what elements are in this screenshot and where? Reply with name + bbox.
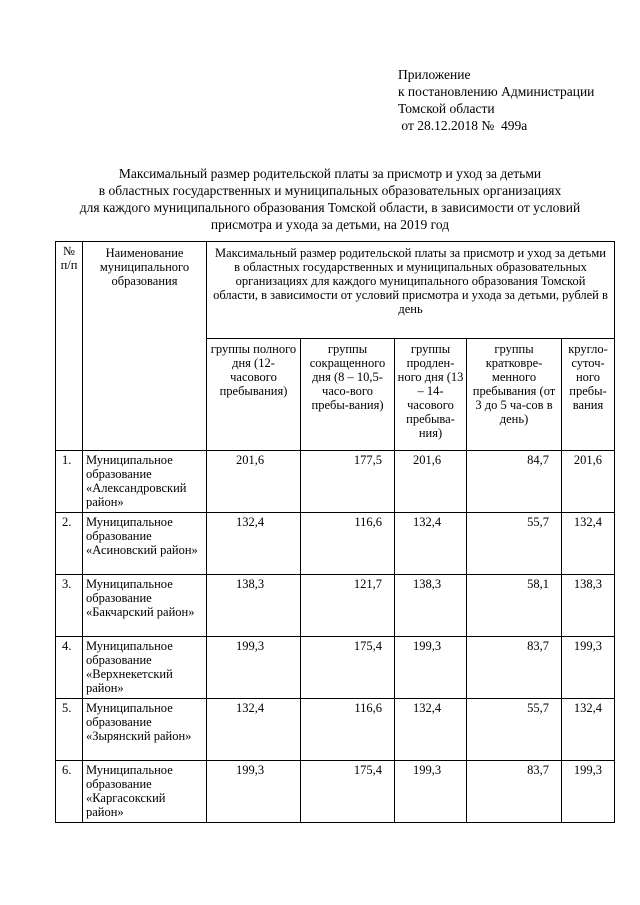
row-value: 83,7 bbox=[467, 761, 562, 823]
row-value: 138,3 bbox=[562, 575, 615, 637]
subheader-full-day: группы полного дня (12-часового пребывания) bbox=[207, 339, 301, 451]
title-line: в областных государственных и муниципальных образовательных организациях bbox=[98, 183, 562, 198]
row-value: 177,5 bbox=[301, 451, 395, 513]
header-main: Максимальный размер родительской платы за присмотр и уход за детьми в областных государственных и муниципальных образовательных организациях для каждого муниципального образования Томской области, в зависимости от условий присмотра и ухода за детьми, рублей в день bbox=[207, 242, 615, 339]
row-num: 2. bbox=[56, 513, 83, 575]
table-row bbox=[56, 513, 615, 575]
row-value: 132,4 bbox=[562, 699, 615, 761]
row-value: 201,6 bbox=[207, 451, 301, 513]
subheader-extended-day: группы продлен-ного дня (13 – 14-часового пребыва-ния) bbox=[395, 339, 467, 451]
table-row bbox=[56, 637, 615, 699]
row-name: Муниципальное образование «Асиновский район» bbox=[83, 513, 207, 575]
row-value: 201,6 bbox=[395, 451, 467, 513]
header-num: № п/п bbox=[56, 242, 83, 451]
table-row bbox=[56, 575, 615, 637]
row-value: 132,4 bbox=[395, 513, 467, 575]
row-value: 58,1 bbox=[467, 575, 562, 637]
table-row bbox=[56, 761, 615, 823]
row-value: 116,6 bbox=[301, 513, 395, 575]
row-value: 138,3 bbox=[207, 575, 301, 637]
header-name: Наименование муниципального образования bbox=[83, 242, 207, 451]
row-value: 138,3 bbox=[395, 575, 467, 637]
row-num: 1. bbox=[56, 451, 83, 513]
document-title bbox=[40, 165, 620, 233]
fee-table bbox=[55, 241, 615, 823]
row-value: 175,4 bbox=[301, 761, 395, 823]
appendix-line: от 28.12.2018 № 499а bbox=[398, 118, 528, 133]
row-value: 116,6 bbox=[301, 699, 395, 761]
row-name: Муниципальное образование «Бакчарский район» bbox=[83, 575, 207, 637]
row-value: 199,3 bbox=[562, 637, 615, 699]
row-num: 3. bbox=[56, 575, 83, 637]
row-value: 199,3 bbox=[207, 761, 301, 823]
subheader-short-term: группы кратковре-менного пребывания (от 3 до 5 ча-сов в день) bbox=[467, 339, 562, 451]
row-name: Муниципальное образование «Александровский район» bbox=[83, 451, 207, 513]
row-value: 132,4 bbox=[395, 699, 467, 761]
subheader-round-the-clock: кругло-суточ-ного пребы-вания bbox=[562, 339, 615, 451]
row-value: 121,7 bbox=[301, 575, 395, 637]
appendix-line: Томской области bbox=[398, 101, 495, 116]
row-value: 55,7 bbox=[467, 699, 562, 761]
title-line: Максимальный размер родительской платы за присмотр и уход за детьми bbox=[118, 166, 542, 181]
row-name: Муниципальное образование «Зырянский район» bbox=[83, 699, 207, 761]
title-line: для каждого муниципального образования Томской области, в зависимости от условий bbox=[79, 200, 581, 215]
row-value: 83,7 bbox=[467, 637, 562, 699]
table-row bbox=[56, 451, 615, 513]
row-value: 55,7 bbox=[467, 513, 562, 575]
appendix-line: Приложение bbox=[398, 67, 471, 82]
appendix-block bbox=[398, 66, 594, 134]
row-num: 5. bbox=[56, 699, 83, 761]
table-row bbox=[56, 699, 615, 761]
row-value: 199,3 bbox=[395, 637, 467, 699]
row-value: 175,4 bbox=[301, 637, 395, 699]
row-value: 132,4 bbox=[562, 513, 615, 575]
title-line: присмотра и ухода за детьми, на 2019 год bbox=[210, 217, 450, 232]
row-value: 132,4 bbox=[207, 513, 301, 575]
row-num: 4. bbox=[56, 637, 83, 699]
row-name: Муниципальное образование «Каргасокский район» bbox=[83, 761, 207, 823]
row-value: 201,6 bbox=[562, 451, 615, 513]
row-num: 6. bbox=[56, 761, 83, 823]
row-value: 84,7 bbox=[467, 451, 562, 513]
row-value: 199,3 bbox=[562, 761, 615, 823]
row-value: 132,4 bbox=[207, 699, 301, 761]
row-value: 199,3 bbox=[207, 637, 301, 699]
appendix-line: к постановлению Администрации bbox=[398, 84, 595, 99]
subheader-short-day: группы сокращенного дня (8 – 10,5-часо-вого пребы-вания) bbox=[301, 339, 395, 451]
row-value: 199,3 bbox=[395, 761, 467, 823]
row-name: Муниципальное образование «Верхнекетский район» bbox=[83, 637, 207, 699]
